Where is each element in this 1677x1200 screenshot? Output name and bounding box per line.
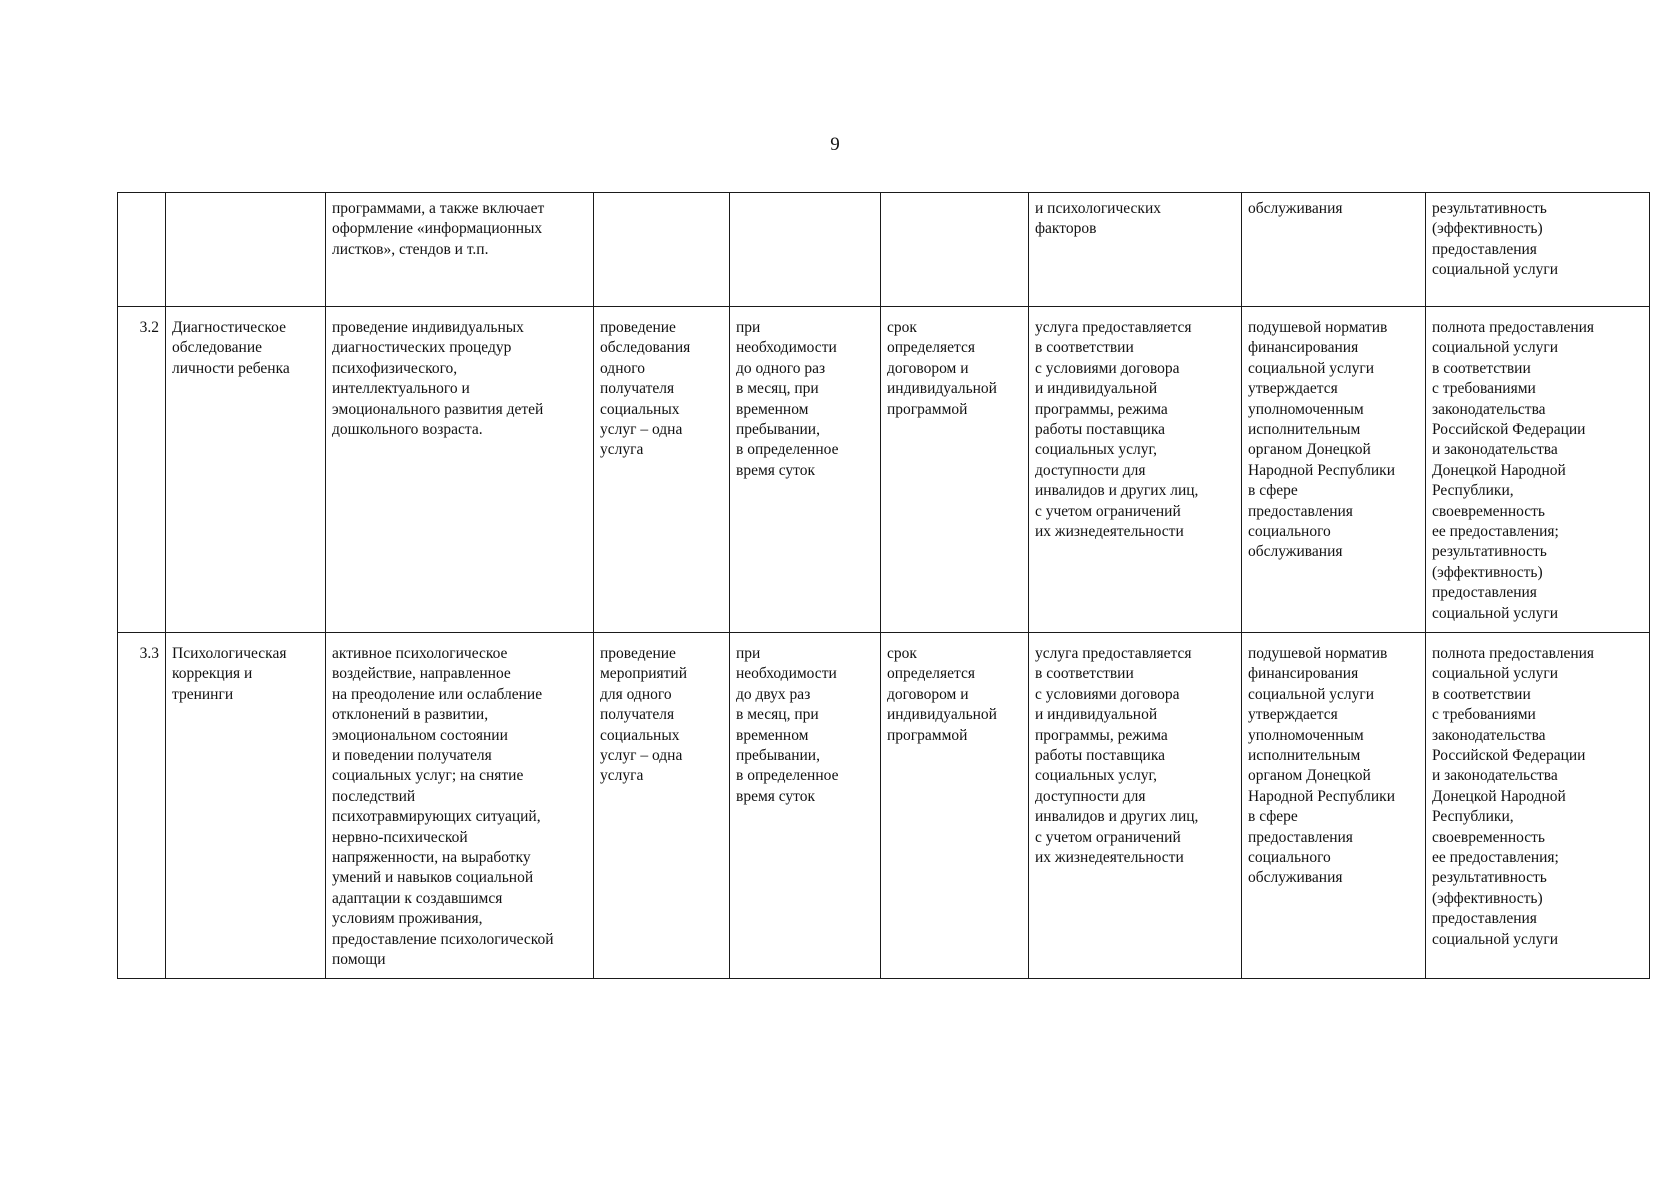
cell-term: срок определяется договором и индивидуальной программой	[881, 307, 1029, 633]
cell-conditions: услуга предоставляется в соответствии с условиями договора и индивидуальной программы, режима работы поставщика социальных услуг, доступности для инвалидов и других лиц, с учетом ограничений их жизнедеятельности	[1029, 633, 1242, 979]
cell-quality-indicators: результативность (эффективность) предоставления социальной услуги	[1426, 193, 1650, 307]
cell-conditions: и психологических факторов	[1029, 193, 1242, 307]
cell-service-name: Психологическая коррекция и тренинги	[166, 633, 326, 979]
cell-quality-indicators: полнота предоставления социальной услуги в соответствии с требованиями законодательства Российской Федерации и законодательства Донецкой Народной Республики, своевременность ее предоставления; результативность (эффективность) предоставления социальной услуги	[1426, 307, 1650, 633]
cell-service-volume: проведение мероприятий для одного получателя социальных услуг – одна услуга	[594, 633, 730, 979]
cell-periodicity	[730, 193, 881, 307]
table-row-3-2	[118, 307, 1650, 633]
cell-number	[118, 193, 166, 307]
table-row-3-3	[118, 633, 1650, 979]
cell-number: 3.2	[118, 307, 166, 633]
cell-service-content: программами, а также включает оформление «информационных листков», стендов и т.п.	[326, 193, 594, 307]
cell-funding: подушевой норматив финансирования социальной услуги утверждается уполномоченным исполнительным органом Донецкой Народной Республики в сфере предоставления социального обслуживания	[1242, 633, 1426, 979]
cell-service-volume: проведение обследования одного получателя социальных услуг – одна услуга	[594, 307, 730, 633]
cell-funding: обслуживания	[1242, 193, 1426, 307]
table-row-continuation	[118, 193, 1650, 307]
cell-periodicity: при необходимости до двух раз в месяц, при временном пребывании, в определенное время суток	[730, 633, 881, 979]
cell-funding: подушевой норматив финансирования социальной услуги утверждается уполномоченным исполнительным органом Донецкой Народной Республики в сфере предоставления социального обслуживания	[1242, 307, 1426, 633]
cell-service-name: Диагностическое обследование личности ребенка	[166, 307, 326, 633]
cell-service-content: активное психологическое воздействие, направленное на преодоление или ослабление отклонений в развитии, эмоциональном состоянии и поведении получателя социальных услуг; на снятие последствий психотравмирующих ситуаций, нервно-психической напряженности, на выработку умений и навыков социальной адаптации к создавшимся условиям проживания, предоставление психологической помощи	[326, 633, 594, 979]
cell-service-content: проведение индивидуальных диагностических процедур психофизического, интеллектуального и эмоционального развития детей дошкольного возраста.	[326, 307, 594, 633]
cell-periodicity: при необходимости до одного раз в месяц, при временном пребывании, в определенное время суток	[730, 307, 881, 633]
cell-service-volume	[594, 193, 730, 307]
services-table	[117, 192, 1650, 979]
cell-service-name	[166, 193, 326, 307]
cell-quality-indicators: полнота предоставления социальной услуги в соответствии с требованиями законодательства Российской Федерации и законодательства Донецкой Народной Республики, своевременность ее предоставления; результативность (эффективность) предоставления социальной услуги	[1426, 633, 1650, 979]
cell-term	[881, 193, 1029, 307]
page-number: 9	[830, 134, 840, 155]
cell-number: 3.3	[118, 633, 166, 979]
cell-term: срок определяется договором и индивидуальной программой	[881, 633, 1029, 979]
cell-conditions: услуга предоставляется в соответствии с условиями договора и индивидуальной программы, режима работы поставщика социальных услуг, доступности для инвалидов и других лиц, с учетом ограничений их жизнедеятельности	[1029, 307, 1242, 633]
